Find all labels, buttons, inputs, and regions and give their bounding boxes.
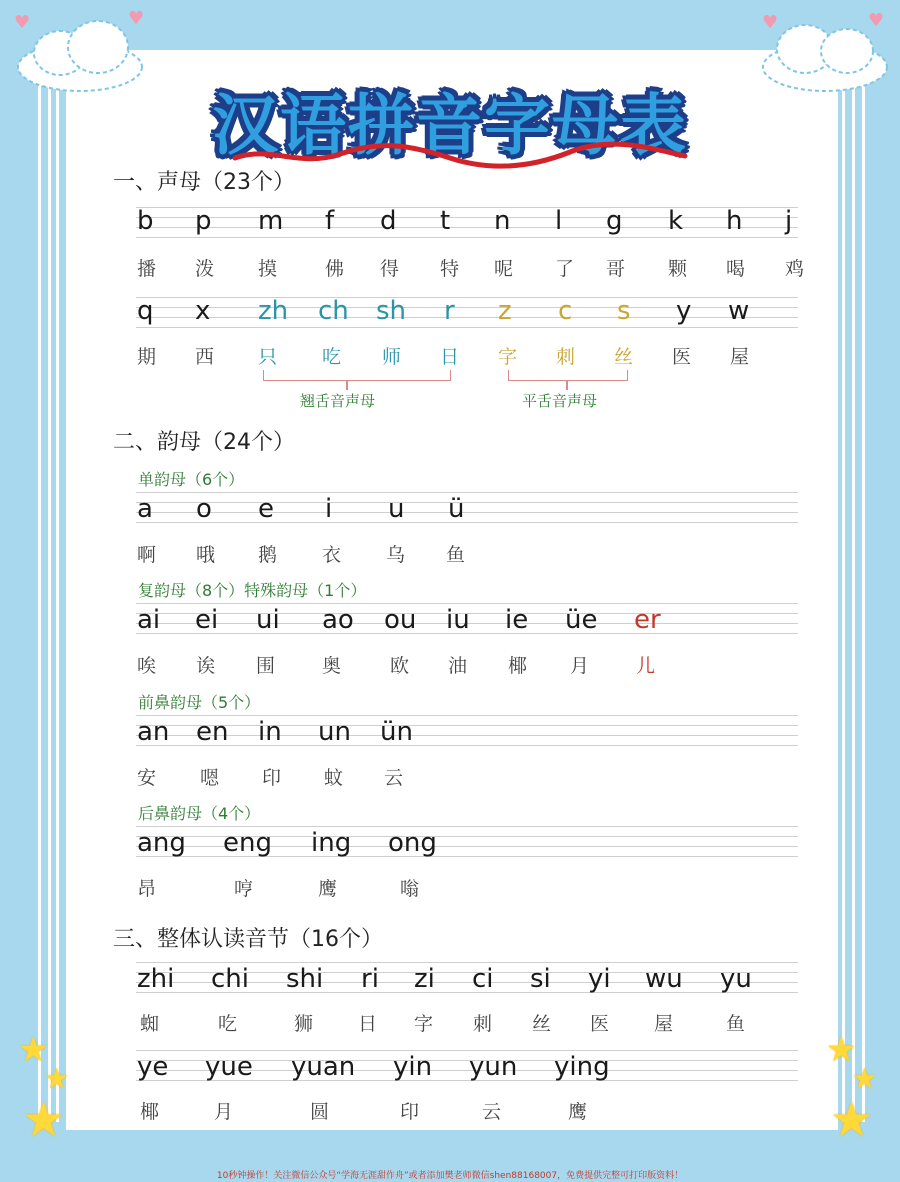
pinyin-letter: r [444, 296, 455, 326]
pinyin-letter: ying [554, 1052, 610, 1082]
hanzi-char: 呢 [494, 258, 514, 280]
hanzi-char: 鹅 [258, 544, 278, 566]
pinyin-letter: q [137, 296, 154, 326]
pinyin-letter: zi [414, 964, 435, 994]
hanzi-char: 西 [195, 346, 215, 368]
retroflex-label: 翘舌音声母 [300, 392, 376, 410]
frame-stripe [862, 60, 865, 1122]
hanzi-char: 医 [672, 346, 692, 368]
pinyin-letter: ing [311, 828, 352, 858]
hanzi-char: 吃 [218, 1013, 238, 1035]
hanzi-char: 诶 [196, 655, 216, 677]
hanzi-char: 屋 [730, 346, 750, 368]
pinyin-letter: ang [137, 828, 186, 858]
frame-stripe [56, 60, 59, 1122]
pinyin-letter: w [728, 296, 750, 326]
pinyin-letter: zhi [137, 964, 175, 994]
hanzi-char: 奥 [322, 655, 342, 677]
pinyin-letter: ai [137, 605, 161, 635]
pinyin-letter: j [785, 206, 793, 236]
hanzi-char: 月 [214, 1101, 234, 1123]
page-title: 汉语拼音字母表 [212, 87, 688, 164]
hanzi-char: 唉 [137, 655, 157, 677]
hanzi-char: 鱼 [446, 544, 466, 566]
sub-heading-back: 后鼻韵母（4个） [138, 804, 261, 823]
pinyin-letter: t [440, 206, 451, 236]
pinyin-letter: d [380, 206, 397, 236]
pinyin-letter: u [388, 494, 405, 524]
hanzi-char: 狮 [294, 1013, 314, 1035]
hanzi-char: 印 [400, 1101, 420, 1123]
pinyin-letter: üe [565, 605, 598, 635]
pinyin-letter: ye [137, 1052, 169, 1082]
hanzi-char: 摸 [258, 258, 278, 280]
pinyin-letter: a [137, 494, 153, 524]
sub-heading-single: 单韵母（6个） [138, 470, 245, 489]
pinyin-letter: ong [388, 828, 437, 858]
hanzi-char: 吃 [322, 346, 342, 368]
pinyin-letter: wu [645, 964, 683, 994]
frame-stripe [852, 60, 855, 1122]
hanzi-char: 屋 [654, 1013, 674, 1035]
pinyin-letter: n [494, 206, 511, 236]
pinyin-letter: yue [205, 1052, 253, 1082]
sub-heading-compound: 复韵母（8个）特殊韵母（1个） [138, 581, 367, 600]
pinyin-letter: m [258, 206, 284, 236]
writing-lines [136, 207, 798, 237]
hanzi-char: 日 [440, 346, 460, 368]
frame-stripe [842, 60, 845, 1122]
hanzi-char: 围 [256, 655, 276, 677]
hanzi-char: 鱼 [726, 1013, 746, 1035]
hanzi-char: 印 [262, 767, 282, 789]
wave-underline [230, 140, 690, 170]
pinyin-letter: i [325, 494, 333, 524]
writing-lines [136, 492, 798, 522]
pinyin-letter: ao [322, 605, 354, 635]
hanzi-char: 鹰 [318, 878, 338, 900]
writing-lines [136, 715, 798, 745]
pinyin-letter: chi [211, 964, 249, 994]
pinyin-letter: si [530, 964, 551, 994]
hanzi-char: 蚊 [324, 767, 344, 789]
hanzi-char: 只 [258, 346, 278, 368]
pinyin-letter: iu [446, 605, 470, 635]
retroflex-bracket [346, 381, 348, 390]
heart-icon: ♥ [128, 8, 145, 29]
pinyin-letter: in [258, 717, 282, 747]
pinyin-letter: un [318, 717, 351, 747]
hanzi-char: 蜘 [140, 1013, 160, 1035]
pinyin-letter: er [634, 605, 661, 635]
pinyin-letter: sh [376, 296, 407, 326]
hanzi-char: 播 [137, 258, 157, 280]
hanzi-char: 刺 [556, 346, 576, 368]
heart-icon: ♥ [14, 12, 31, 33]
hanzi-char: 嗯 [200, 767, 220, 789]
hanzi-char: 喝 [726, 258, 746, 280]
hanzi-char: 字 [414, 1013, 434, 1035]
pinyin-letter: ie [505, 605, 529, 635]
pinyin-letter: ci [472, 964, 494, 994]
star-icon: ★ [830, 1092, 874, 1148]
heart-icon: ♥ [762, 12, 779, 33]
hanzi-char: 丝 [614, 346, 634, 368]
hanzi-char: 昂 [137, 878, 157, 900]
frame-stripe [38, 60, 41, 1122]
hanzi-char: 衣 [322, 544, 342, 566]
pinyin-letter: zh [258, 296, 289, 326]
pinyin-letter: en [196, 717, 229, 747]
hanzi-char: 月 [570, 655, 590, 677]
pinyin-letter: ü [448, 494, 465, 524]
star-icon: ★ [826, 1030, 857, 1070]
hanzi-char: 了 [555, 258, 575, 280]
flat-label: 平舌音声母 [522, 392, 598, 410]
hanzi-char: 得 [380, 258, 400, 280]
pinyin-letter: l [555, 206, 563, 236]
hanzi-char: 刺 [473, 1013, 493, 1035]
hanzi-char: 啊 [137, 544, 157, 566]
pinyin-letter: shi [286, 964, 324, 994]
hanzi-char: 乌 [386, 544, 406, 566]
hanzi-char: 鹰 [568, 1101, 588, 1123]
hanzi-char: 油 [448, 655, 468, 677]
heart-icon: ♥ [868, 10, 885, 31]
pinyin-letter: f [325, 206, 335, 236]
sub-heading-front: 前鼻韵母（5个） [138, 693, 261, 712]
pinyin-letter: yu [720, 964, 752, 994]
hanzi-char: 鸡 [785, 258, 805, 280]
hanzi-char: 特 [440, 258, 460, 280]
hanzi-char: 佛 [325, 258, 345, 280]
hanzi-char: 师 [382, 346, 402, 368]
hanzi-char: 儿 [636, 655, 656, 677]
pinyin-letter: y [676, 296, 692, 326]
hanzi-char: 颗 [668, 258, 688, 280]
pinyin-letter: ch [318, 296, 349, 326]
pinyin-letter: g [606, 206, 623, 236]
frame-stripe [48, 60, 51, 1122]
hanzi-char: 椰 [140, 1101, 160, 1123]
hanzi-char: 泼 [195, 258, 215, 280]
section-heading-shengmu: 一、声母（23个） [113, 170, 295, 195]
hanzi-char: 嗡 [400, 878, 420, 900]
pinyin-letter: c [558, 296, 573, 326]
pinyin-letter: eng [223, 828, 272, 858]
hanzi-char: 哦 [196, 544, 216, 566]
section-heading-yunmu: 二、韵母（24个） [113, 430, 295, 455]
retroflex-bracket [263, 370, 451, 381]
hanzi-char: 云 [384, 767, 404, 789]
hanzi-char: 字 [498, 346, 518, 368]
pinyin-letter: yuan [291, 1052, 356, 1082]
section-heading-whole: 三、整体认读音节（16个） [113, 927, 383, 952]
pinyin-letter: k [668, 206, 684, 236]
hanzi-char: 医 [590, 1013, 610, 1035]
hanzi-char: 安 [137, 767, 157, 789]
pinyin-letter: yin [393, 1052, 433, 1082]
pinyin-letter: s [617, 296, 631, 326]
hanzi-char: 哼 [234, 878, 254, 900]
pinyin-letter: p [195, 206, 212, 236]
pinyin-letter: ün [380, 717, 413, 747]
star-icon: ★ [852, 1062, 878, 1095]
pinyin-letter: ui [256, 605, 280, 635]
hanzi-char: 期 [137, 346, 157, 368]
pinyin-letter: ei [195, 605, 219, 635]
hanzi-char: 日 [358, 1013, 378, 1035]
hanzi-char: 丝 [532, 1013, 552, 1035]
hanzi-char: 欧 [390, 655, 410, 677]
pinyin-letter: e [258, 494, 274, 524]
pinyin-letter: h [726, 206, 743, 236]
star-icon: ★ [22, 1092, 66, 1148]
pinyin-letter: ou [384, 605, 417, 635]
pinyin-letter: ri [361, 964, 379, 994]
hanzi-char: 椰 [508, 655, 528, 677]
pinyin-letter: o [196, 494, 212, 524]
footer-note: 10秒钟操作！关注微信公众号“学海无涯甜作舟”或者添加樊老师微信shen88168007，免费提供完整可打印版资料！ [216, 1171, 684, 1181]
pinyin-letter: yi [588, 964, 611, 994]
star-icon: ★ [18, 1030, 49, 1070]
hanzi-char: 圆 [310, 1101, 330, 1123]
star-icon: ★ [44, 1062, 70, 1095]
pinyin-letter: z [498, 296, 512, 326]
pinyin-letter: x [195, 296, 211, 326]
pinyin-letter: an [137, 717, 170, 747]
pinyin-letter: yun [469, 1052, 518, 1082]
writing-lines [136, 297, 798, 327]
flat-bracket [566, 381, 568, 390]
flat-bracket [508, 370, 628, 381]
pinyin-letter: b [137, 206, 154, 236]
hanzi-char: 哥 [606, 258, 626, 280]
hanzi-char: 云 [482, 1101, 502, 1123]
